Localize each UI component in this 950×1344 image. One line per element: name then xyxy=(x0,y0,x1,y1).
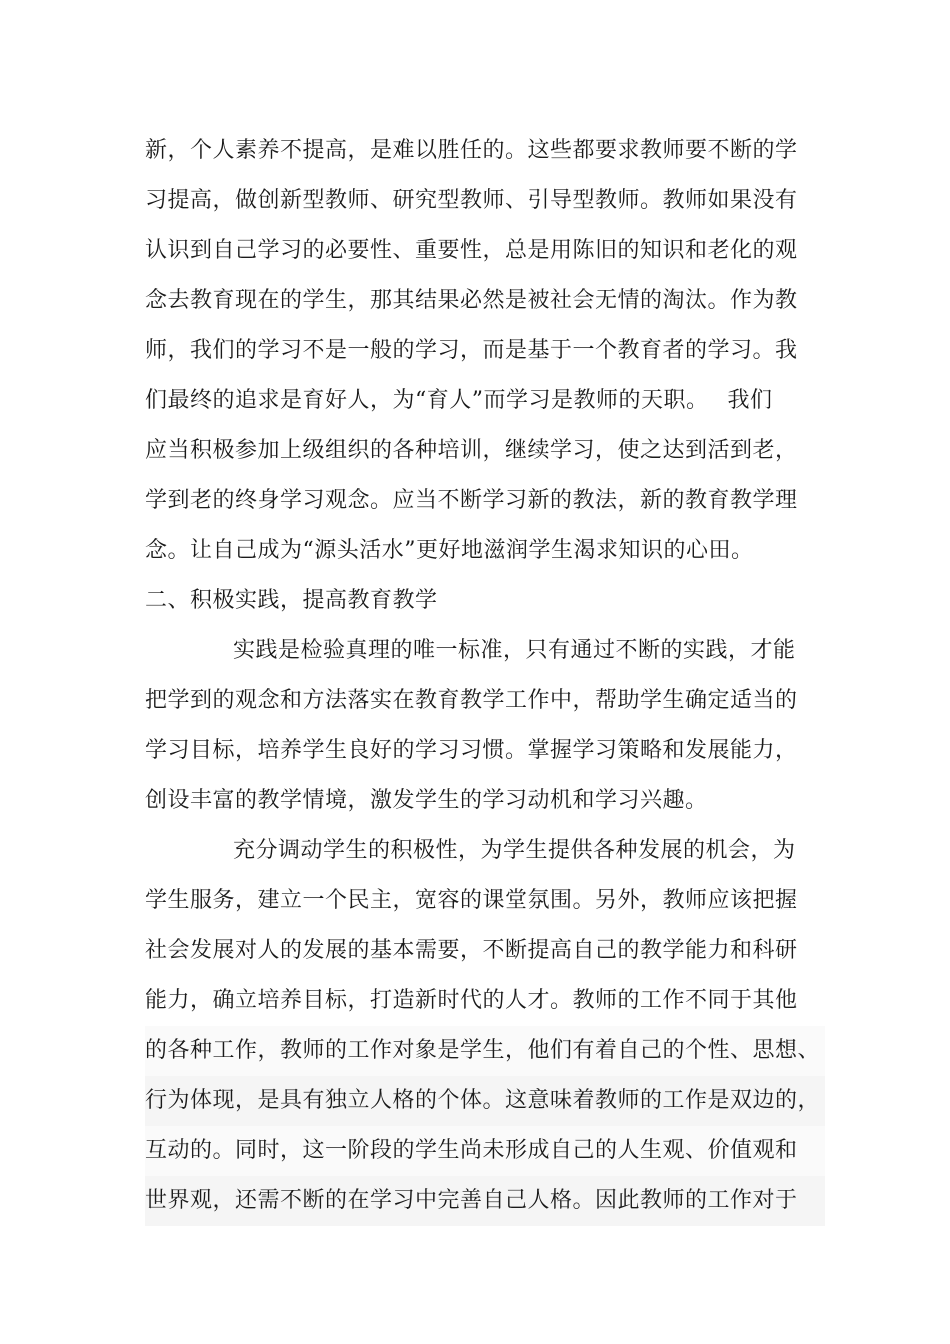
text-line-3: 认识到自己学习的必要性、重要性，总是用陈旧的知识和老化的观 xyxy=(145,238,798,263)
text-line-2: 习提高，做创新型教师、研究型教师、引导型教师。教师如果没有 xyxy=(145,188,798,213)
text-line-16: 学生服务，建立一个民主，宽容的课堂氛围。另外，教师应该把握 xyxy=(145,888,798,913)
paragraph-start-line: 充分调动学生的积极性，为学生提供各种发展的机会，为 xyxy=(233,838,796,863)
text-line-22: 世界观，还需不断的在学习中完善自己人格。因此教师的工作对于 xyxy=(145,1176,825,1226)
text-line-9: 念。让自己成为“源头活水”更好地滋润学生渴求知识的心田。 xyxy=(145,538,754,563)
text-line-13: 学习目标，培养学生良好的学习习惯。掌握学习策略和发展能力， xyxy=(145,738,798,763)
text-line-7: 应当积极参加上级组织的各种培训，继续学习，使之达到活到老， xyxy=(145,438,798,463)
text-line-1: 新，个人素养不提高，是难以胜任的。这些都要求教师要不断的学 xyxy=(145,138,798,163)
text-line-12: 把学到的观念和方法落实在教育教学工作中，帮助学生确定适当的 xyxy=(145,688,798,713)
text-line-6: 们最终的追求是育好人，为“育人”而学习是教师的天职。 我们 xyxy=(145,388,773,413)
body-text xyxy=(145,126,825,1226)
paragraph-start-line: 实践是检验真理的唯一标准，只有通过不断的实践，才能 xyxy=(233,638,796,663)
text-line-21: 互动的。同时，这一阶段的学生尚未形成自己的人生观、价值观和 xyxy=(145,1126,825,1176)
text-line-8: 学到老的终身学习观念。应当不断学习新的教法，新的教育教学理 xyxy=(145,488,798,513)
text-line-20: 行为体现，是具有独立人格的个体。这意味着教师的工作是双边的， xyxy=(145,1076,825,1126)
text-line-18: 能力，确立培养目标，打造新时代的人才。教师的工作不同于其他 xyxy=(145,988,798,1013)
text-line-5: 师，我们的学习不是一般的学习，而是基于一个教育者的学习。我 xyxy=(145,338,798,363)
section-heading: 二、积极实践，提高教育教学 xyxy=(145,588,438,613)
text-line-4: 念去教育现在的学生，那其结果必然是被社会无情的淘汰。作为教 xyxy=(145,288,798,313)
text-line-14: 创设丰富的教学情境，激发学生的学习动机和学习兴趣。 xyxy=(145,788,708,813)
text-line-17: 社会发展对人的发展的基本需要，不断提高自己的教学能力和科研 xyxy=(145,938,798,963)
text-line-19: 的各种工作，教师的工作对象是学生，他们有着自己的个性、思想、 xyxy=(145,1026,825,1076)
